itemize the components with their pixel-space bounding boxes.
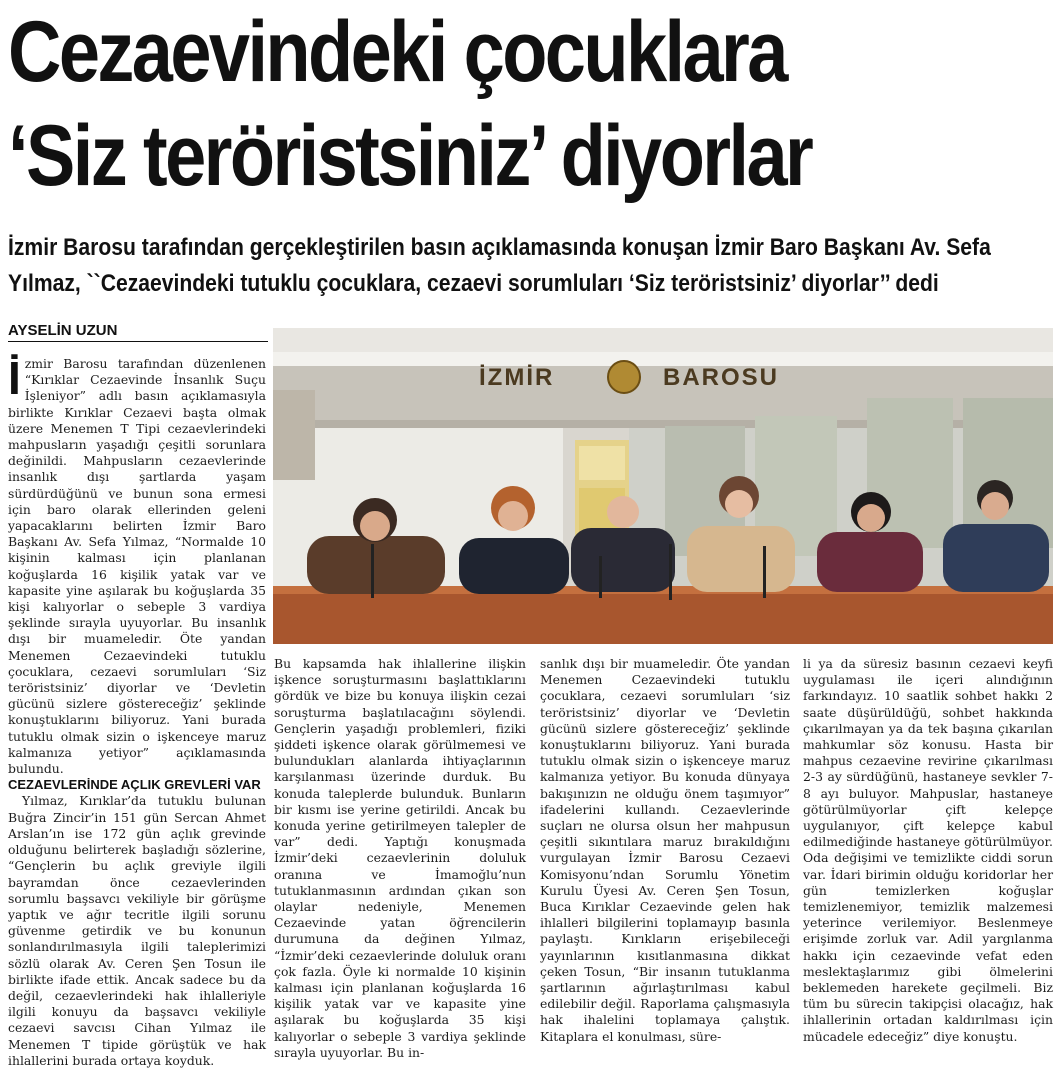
- sign-emblem-icon: [607, 360, 641, 394]
- lead-paragraph: İzmir Barosu tarafından düzenlenen “Kırıklar Cezaevinde İnsanlık Suçu İşleniyor” adlı basın açıklamasıyla birlikte Kırıklar Cezaevi başta olmak üzere Menemen T Tipi cezaevlerindeki mahpusların yaşadığı çeşitli sorunlara değinildi. Mahpusların cezaevlerinde insanlık dışı şartlarda yaşam sürdürdüğünü ve bunun sona ermesi için baro olarak ellerinden geleni yapacaklarını belirten İzmir Baro Başkanı Av. Sefa Yılmaz, “Normalde 10 kişinin kalması için planlanan koğuşlarda 16 kişilik yatak var ve kapasite yine aşılarak bu koğuşlarda 35 kişi kalıyorlar o sebeple 3 vardiya şeklinde sırayla uyuyorlar. Bu insanlık dışı bir muameledir. Öte yandan Menemen Cezaevindeki tutuklu çocuklara, cezaevi sorumluları ‘Siz teröristsiniz’ diyorlar ve ‘Devletin gücünü sizlere göstereceğiz’ şeklinde konuştuklarını biliyoruz. Yani burada tutuklu olmak sizin o işkenceye maruz kalmanıza yetiyor” açıklamasında bulundu.: [8, 352, 266, 777]
- headline-line-2: ‘Siz teröristsiniz’ diyorlar: [8, 108, 812, 204]
- drop-cap: İ: [8, 352, 21, 404]
- section-subtitle: CEZAEVLERİNDE AÇLIK GREVLERİ VAR: [8, 777, 261, 793]
- article-column-2: [274, 656, 526, 1060]
- paragraph: Bu kapsamda hak ihlallerine ilişkin işkence soruşturmasını başlattıklarını gördük ve bize bu konuya ilişkin cezai soruşturma başlatılacağını söylendi. Gençlerin yaşadığı problemleri, fiziki şiddeti işkence olarak görülmemesi ve bulundukları alanlarda ihtiyaçlarının karşılanması üzerinde durduk. Bu konuda taleplerde bulunduk. Bunların bir kısmı ise yerine getirildi. Ancak bu konuda yerine getirilmeyen talepler de var” dedi. Yaptığı konuşmada İzmir’deki cezaevlerinin doluluk oranına ve İmamoğlu’nun tutuklanmasının ardından çıkan son olaylar nedeniyle, Menemen Cezaevinde yatan öğrencilerin durumuna da değinen Yılmaz, “İzmir’deki cezaevlerinde doluluk oranı çok fazla. Öyle ki normalde 10 kişinin kalması için planlanan koğuşlarda 16 kişilik yatak var ve kapasite yine aşılarak bu koğuşlarda 35 kişi kalıyorlar o sebeple 3 vardiya şeklinde sırayla uyuyorlar. Bu in-: [274, 656, 526, 1060]
- headline: [8, 0, 907, 208]
- paragraph: Yılmaz, Kırıklar’da tutuklu bulunan Buğra Zincir’in 151 gün Sercan Ahmet Arslan’ın ise 172 gün açlık grevinde olduğunu belirterek başladığı sözlerine, “Gençlerin bu açlık greviyle ilgili bayramdan önce cezaevlerinden sorumlu başsavcı vekiliyle bir görüşme yaptık ve ağır tecritle ilgili sorunu güvenme getirdik ve bu konunun sonlandırılmasıyla ilgili taleplerimizi sözlü olarak Av. Ceren Şen Tosun ile birlikte ifade ettik. Ancak sadece bu da değil, cezaevlerindeki hak ihlalleriyle ilgili konuyu da başsavcı vekiliyle cezaevi savcısı Cihan Yılmaz ile Menemen T tipide görüştük ve hak ihlallerini burada ortaya koyduk.: [8, 793, 266, 1068]
- paragraph: li ya da süresiz basının cezaevi keyfi uygulaması ile içeri alındığının farkındayız. 10 saatlik sohbet hakkı 2 saate düşürüldüğü, sohbet hakkında çıkarılmayan ya da tek başına çıkarılan mahkumlar söz konusu. Hasta bir mahpus cezaevine revirine çıkarılması 2-3 ay sürdüğünü, hastaneye sevkler 7-8 ayı buluyor. Mahpuslar, hastaneye götürülmüyorlar çift kelepçe uygulanıyor, çift kelepçe kabul edilmediğinde hastaneye götürülmüyor. Oda değişimi ve temizlikte ciddi sorun var. İdari birimin olduğu koridorlar her gün temizlerken koğuşlar temizlenemiyor, temizlik malzemesi yeterince verilemiyor. Beslenmeye erişimde zorluk var. Adil yargılanma hakkı için cezaevinde vefat eden meslektaşlarımız gibi ölmelerini beklemeden harekete geçilmeli. Biz tüm bu sürecin takipçisi olacağız, hak ihlallerinin ortadan kaldırılması için mücadele edeceğiz” diye konuştu.: [803, 656, 1053, 1044]
- author-byline: AYSELİN UZUN: [8, 322, 268, 342]
- subheading: İzmir Barosu tarafından gerçekleştirilen basın açıklamasında konuşan İzmir Baro Başkanı Av. Sefa Yılmaz, ``Cezaevindeki tutuklu çocuklara, cezaevi sorumluları ‘Siz teröristsiniz’ diyorlar’’ dedi: [8, 234, 991, 297]
- sign-text-left: İZMİR: [479, 364, 555, 391]
- paragraph: sanlık dışı bir muameledir. Öte yandan Menemen Cezaevindeki tutuklu çocuklara, cezaevi sorumluları ‘siz teröristsiniz’ diyorlar ve ‘Devletin gücünü sizlere göstereceğiz’ şeklinde konuştuklarını biliyoruz. Yani burada tutuklu olmak sizin o işkenceye maruz kalmanıza yetiyor. Bu konuda dünyaya bakışınızın ne olduğu önem taşımıyor” ifadelerini kullandı. Cezaevlerinde suçları ne olursa olsun her mahpusun çeşitli sıkıntılara maruz bırakıldığını vurgulayan İzmir Barosu Cezaevi Komisyonu’ndan Sorumlu Yönetim Kurulu Üyesi Av. Ceren Şen Tosun, Buca Kırıklar Cezaevinde gelen hak ihlalleri bilgilerini toplamayıp basınla paylaştı. Kırıkların erişebileceği yayınlarının kısıtlanmasına dikkat çeken Tosun, “Bir insanın tutuklanma şartlarının ağırlaştırılması kabul edilebilir değil. Raporlama çalışmasıyla hak ihalelini toplamaya çalıştık. Kitaplara el konulması, süre-: [540, 656, 790, 1044]
- article-column-1: [8, 352, 266, 1068]
- article-column-3: [540, 656, 790, 1044]
- press-conference-photo: [273, 328, 1053, 644]
- sign-text-right: BAROSU: [663, 364, 780, 391]
- headline-line-1: Cezaevindeki çocuklara: [8, 4, 786, 100]
- article-column-4: [803, 656, 1053, 1044]
